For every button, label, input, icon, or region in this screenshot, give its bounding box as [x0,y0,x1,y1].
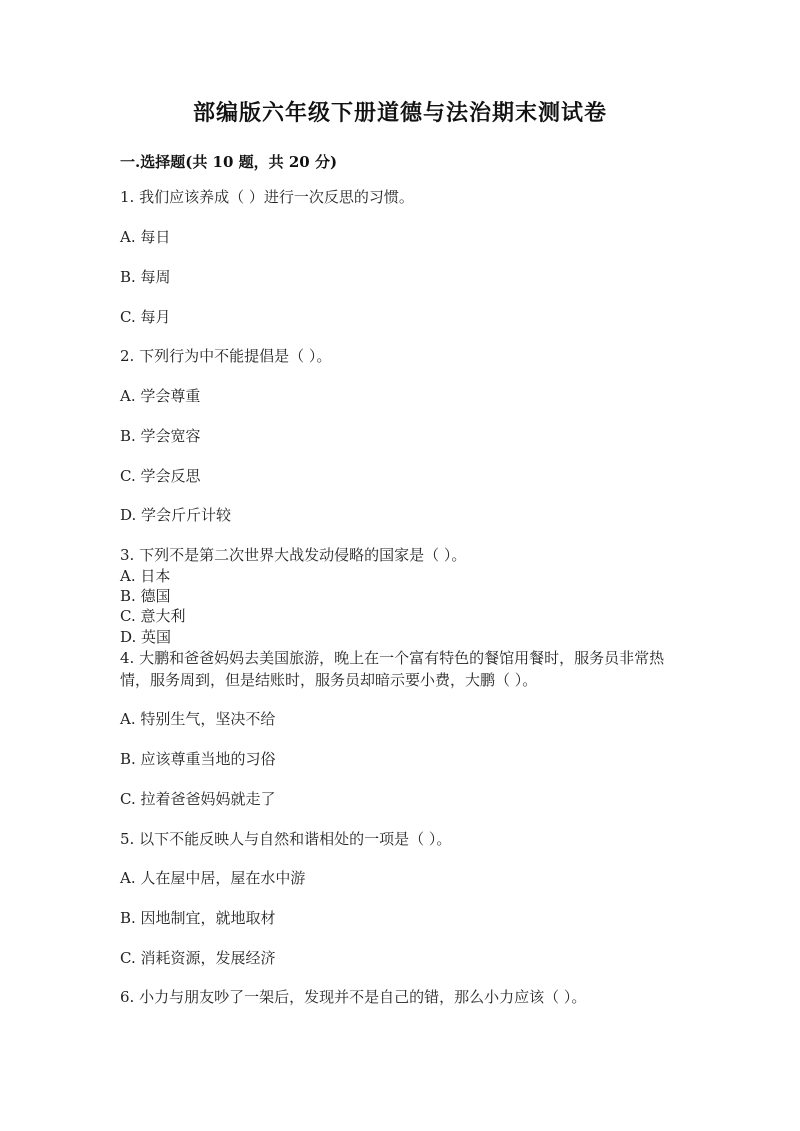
question-option: B. 每周 [120,268,171,286]
question-stem: 4. 大鹏和爸爸妈妈去美国旅游，晚上在一个富有特色的餐馆用餐时，服务员非常热情，服务周到，但是结账时，服务员却暗示要小费，大鹏（ ）。 [120,649,665,689]
question-option: D. 学会斤斤计较 [120,506,232,524]
question-option: A. 学会尊重 [120,387,201,405]
question-stem: 6. 小力与朋友吵了一架后，发现并不是自己的错，那么小力应该（ ）。 [120,988,587,1006]
question-option: A. 特别生气，坚决不给 [120,710,276,728]
question-option: C. 每月 [120,308,171,326]
question-option: B. 学会宽容 [120,427,201,445]
question-option: B. 德国 [120,587,171,605]
question-stem: 3. 下列不是第二次世界大战发动侵略的国家是（ ）。 [120,546,467,564]
question-option: B. 因地制宜，就地取材 [120,909,276,927]
question-option: C. 拉着爸爸妈妈就走了 [120,790,276,808]
question-option: D. 英国 [120,628,172,646]
section-heading: 一.选择题(共 10 题，共 20 分) [120,153,338,171]
question-stem: 2. 下列行为中不能提倡是（ ）。 [120,347,332,365]
question-option: C. 学会反思 [120,467,201,485]
document-title: 部编版六年级下册道德与法治期末测试卷 [192,100,607,126]
question-option: C. 消耗资源，发展经济 [120,949,276,967]
question-stem: 1. 我们应该养成（ ）进行一次反思的习惯。 [120,188,414,206]
question-option: A. 人在屋中居，屋在水中游 [120,869,306,887]
question-option: B. 应该尊重当地的习俗 [120,750,276,768]
question-stem: 5. 以下不能反映人与自然和谐相处的一项是（ ）。 [120,830,452,848]
question-option: A. 每日 [120,228,171,246]
question-option: C. 意大利 [120,607,186,625]
question-option: A. 日本 [120,567,171,585]
